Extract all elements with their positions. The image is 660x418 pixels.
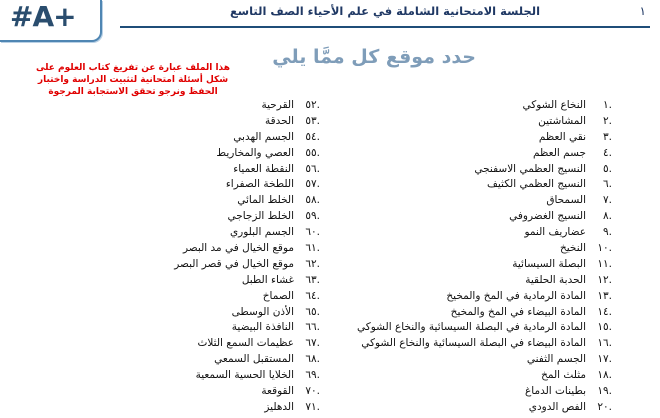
item-number: .٦٠ [305,226,320,239]
list-item [312,352,612,368]
item-text: النسيج العظمي الاسفنجي [474,162,586,175]
list-item [312,336,612,352]
item-text: النقطة العمياء [233,162,294,175]
item-text: بطينات الدماغ [524,385,586,398]
item-number: .٦٣ [305,273,320,286]
list-item [120,289,320,305]
item-number: .٦ [603,178,612,191]
list-item [120,384,320,400]
item-number: .٥٤ [305,130,320,143]
item-number: .٥٨ [305,194,320,207]
item-text: المادة البيضاء في البصلة السيسائية والنخاع الشوكي [361,337,586,350]
logo-text: #A+ [10,0,76,33]
item-text: اللطخة الصفراء [225,178,294,191]
item-number: .١١ [597,257,612,270]
list-item [312,162,612,178]
list-item [312,241,612,257]
item-text: موقع الخيال في قصر البصر [174,257,294,270]
item-number: .١٢ [597,273,612,286]
item-number: .٦٧ [305,337,320,350]
item-text: موقع الخيال في مد البصر [183,242,294,255]
list-item [312,98,612,114]
items-list-left [120,98,320,416]
item-number: .٥٦ [305,162,320,175]
list-item [120,273,320,289]
list-item [312,368,612,384]
list-item [120,114,320,130]
list-item [120,400,320,416]
item-number: .٤ [603,146,612,159]
item-number: .٢ [603,114,612,127]
item-text: جسم العظم [533,146,586,159]
item-number: .٧١ [305,400,320,413]
note-line: الحفظ ونرجو تحقق الاستجابة المرجوة [48,87,218,97]
list-item [120,336,320,352]
item-number: .١٨ [597,369,612,382]
item-text: السمحاق [546,194,586,207]
list-item [120,320,320,336]
list-item [312,209,612,225]
item-text: البصلة السيسائية [512,257,586,270]
note-line: شكل أسئلة امتحانية لتثبيت الدراسة واختبار [37,75,229,85]
list-item [312,400,612,416]
item-text: القرحية [261,99,294,111]
item-number: .٥٩ [305,210,320,223]
item-text: الجسم الثفني [526,353,586,366]
item-text: النخيخ [559,242,586,255]
item-number: .٣ [603,130,612,143]
list-item [120,368,320,384]
list-item [312,146,612,162]
item-number: .٦٢ [305,257,320,270]
header-title: الجلسة الامتحانية الشاملة في علم الأحياء الصف التاسع [229,4,541,18]
list-item [120,225,320,241]
item-text: الأذن الوسطى [231,305,294,318]
item-number: .٢٠ [597,400,612,413]
list-item [120,241,320,257]
item-text: المستقبل السمعي [214,353,294,366]
item-text: القوقعة [261,385,294,398]
item-text: العصي والمخاريط [216,146,294,159]
list-item [120,130,320,146]
item-number: .٨ [603,210,612,223]
item-number: .٧ [603,194,612,207]
item-number: .٦٩ [305,369,320,382]
item-number: .٥٢ [305,99,320,111]
item-number: .٦٨ [305,353,320,366]
item-number: .٦١ [305,242,320,255]
list-item [312,305,612,321]
item-number: .١٧ [597,353,612,366]
item-number: .٥ [603,162,612,175]
item-text: الدهليز [264,400,294,413]
item-number: .٩ [603,226,612,239]
item-text: عظيمات السمع الثلاث [197,337,294,350]
item-text: الخلط الزجاجي [227,210,294,223]
item-text: الصماخ [262,289,294,302]
item-number: .١٣ [597,289,612,302]
item-text: نقي العظم [538,130,586,143]
items-list-right [312,98,612,416]
item-text: المشاشتين [538,114,586,127]
logo [0,0,102,42]
item-number: .٦٥ [305,305,320,318]
item-text: الجسم الهدبي [233,130,294,143]
section-heading: حدد موقع كل ممَّا يلي [272,46,476,68]
item-number: .١٠ [597,242,612,255]
list-item [312,257,612,273]
item-text: النخاع الشوكي [522,99,586,111]
item-number: .٥٣ [305,114,320,127]
item-text: المادة البيضاء في المخ والمخيخ [450,305,586,318]
list-item [312,114,612,130]
list-item [312,320,612,336]
item-number: .١٥ [597,321,612,334]
header-divider [120,26,650,28]
item-text: غشاء الطبل [241,273,294,286]
item-number: .١ [603,99,612,111]
item-number: .١٩ [597,385,612,398]
list-item [312,273,612,289]
item-text: الحدقة [264,114,294,127]
item-text: النسيج العظمي الكثيف [486,178,586,191]
item-number: .٦٦ [305,321,320,334]
list-item [120,352,320,368]
item-text: الحدبة الحلقية [525,273,586,286]
note-box [28,62,238,98]
list-item [120,146,320,162]
page-number: ١ [639,4,646,18]
item-number: .١٦ [597,337,612,350]
list-item [312,384,612,400]
list-item [312,130,612,146]
note-line: هذا الملف عبارة عن تفريغ كتاب العلوم على [36,63,230,73]
list-item [120,162,320,178]
list-item [120,305,320,321]
list-item [120,257,320,273]
item-text: الفص الدودي [528,400,586,413]
item-number: .٦٤ [305,289,320,302]
item-number: .٧٠ [305,385,320,398]
item-number: .٥٥ [305,146,320,159]
item-text: المادة الرمادية في المخ والمخيخ [446,289,586,302]
item-text: الجسم البلوري [229,226,294,239]
list-item [120,177,320,193]
item-text: عضاريف النمو [524,226,586,239]
list-item [120,193,320,209]
list-item [312,289,612,305]
list-item [120,98,320,114]
list-item [312,177,612,193]
list-item [312,225,612,241]
item-number: .١٤ [597,305,612,318]
item-number: .٥٧ [305,178,320,191]
list-item [312,193,612,209]
item-text: النافذة البيضية [231,321,294,334]
item-text: المادة الرمادية في البصلة السيسائية والنخاع الشوكي [356,321,586,334]
item-text: الخلط المائي [237,194,294,207]
item-text: الخلايا الحسية السمعية [195,369,294,382]
item-text: النسيج الغضروفي [509,210,586,223]
item-text: مثلث المخ [541,369,586,382]
list-item [120,209,320,225]
